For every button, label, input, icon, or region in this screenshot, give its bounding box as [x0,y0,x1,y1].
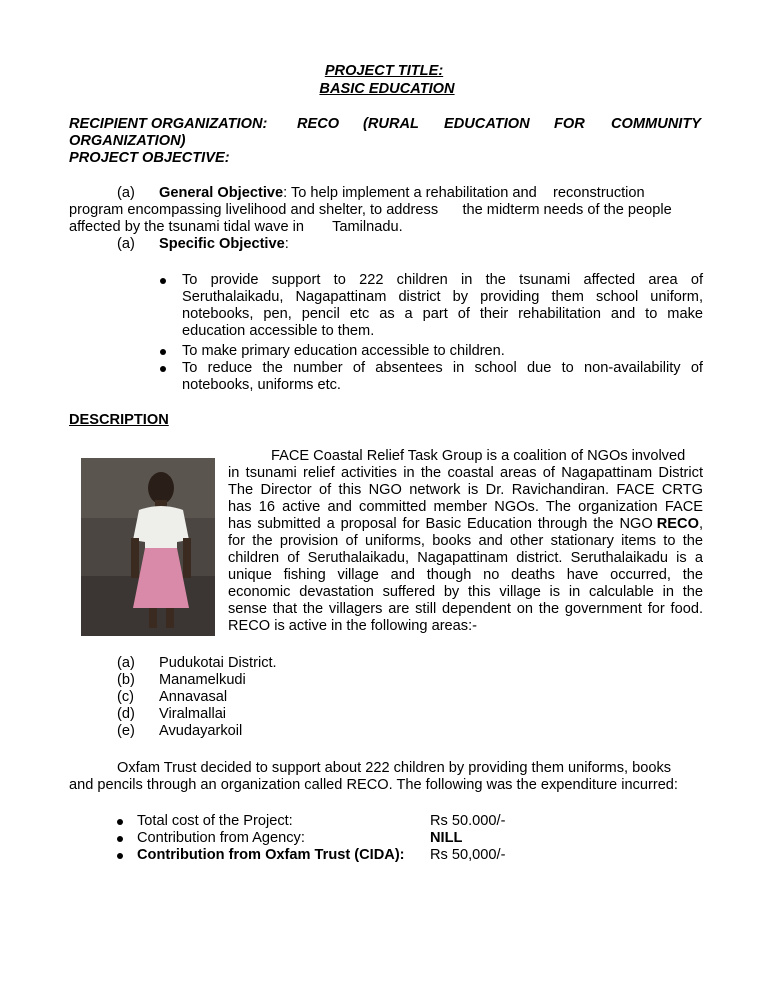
reco-bold: RECO [656,516,699,532]
description-line-2: in tsunami relief activities in the coastal areas of Nagapattinam District [228,465,703,481]
area-marker: (a) [117,655,135,671]
description-line-5 [228,516,703,533]
bullet-icon [160,349,166,355]
cost-label: Total cost of the Project: [137,813,293,829]
description-line-4: has 16 active and committed member NGOs. The organization FACE [228,499,703,515]
recipient-word-5: COMMUNITY [611,116,701,132]
child-photo [81,458,215,636]
area-name: Viralmallai [159,706,227,722]
recipient-word-3: EDUCATION [444,116,530,132]
area-marker: (b) [117,672,135,688]
area-name: Avudayarkoil [159,723,243,739]
objective-bullet-1-line-1: To provide support to 222 children in the tsunami affected area of [182,272,703,288]
description-line-5-text: has submitted a proposal for Basic Education through the NGO [228,516,657,532]
bullet-icon [160,366,166,372]
project-title-label: PROJECT TITLE: [324,63,444,79]
closing-line-1: Oxfam Trust decided to support about 222 children by providing them uniforms, books [117,760,672,776]
general-objective-text-1: : To help implement a rehabilitation and reconstruction [283,185,645,201]
recipient-label: RECIPIENT ORGANIZATION: [69,116,268,132]
reco-comma: , [698,516,703,532]
objective-bullet-1-line-3: notebooks, pen, pencil etc as a part of their rehabilitation and to make [182,306,703,322]
area-marker: (d) [117,706,135,722]
description-heading: DESCRIPTION [69,412,169,428]
area-marker: (e) [117,723,135,739]
bullet-icon [160,278,166,284]
general-objective-label: General Objective [159,185,284,201]
cost-label: Contribution from Oxfam Trust (CIDA): [137,847,405,863]
recipient-word-1: RECO [297,116,340,132]
cost-value: NILL [430,830,463,846]
description-line-8: unique fishing village and though no deaths have occurred, the [228,567,703,583]
specific-objective-label: Specific Objective [159,236,285,252]
cost-label: Contribution from Agency: [137,830,305,846]
bullet-icon [117,853,123,859]
recipient-word-4: FOR [554,116,585,132]
description-line-10: sense that the villagers are still dependent on the government for food. [228,601,703,617]
general-objective-text-2: program encompassing livelihood and shelter, to address the midterm needs of the people [69,202,672,218]
cost-value: Rs 50.000/- [430,813,506,829]
general-objective [159,185,645,202]
description-line-1: FACE Coastal Relief Task Group is a coalition of NGOs involved [271,448,686,464]
description-line-9: economic devastation suffered by this village is in calculable in the [228,584,703,600]
objective-bullet-3-line-2: notebooks, uniforms etc. [182,377,341,393]
bullet-icon [117,819,123,825]
recipient-word-2: (RURAL [363,116,419,132]
objective-bullet-2: To make primary education accessible to children. [182,343,505,359]
description-line-7: children of Seruthalaikadu, Nagapattinam district. Seruthalaikadu is a [228,550,703,566]
project-title: BASIC EDUCATION [319,81,455,97]
description-line-11: RECO is active in the following areas:- [228,618,478,634]
description-line-3: The Director of this NGO network is Dr. Ravichandiran. FACE CRTG [228,482,703,498]
closing-line-2: and pencils through an organization called RECO. The following was the expenditure incurred: [69,777,678,793]
description-line-6: for the provision of uniforms, books and other stationary items to the [228,533,703,549]
specific-objective [159,236,289,253]
general-objective-marker: (a) [117,185,135,201]
child-photo-illustration [81,458,215,636]
area-name: Annavasal [159,689,228,705]
bullet-icon [117,836,123,842]
area-name: Manamelkudi [159,672,246,688]
objective-bullet-3-line-1: To reduce the number of absentees in school due to non-availability of [182,360,703,376]
objective-bullet-1-line-2: Seruthalaikadu, Nagapattinam district by providing them school uniform, [182,289,703,305]
specific-objective-marker: (a) [117,236,135,252]
recipient-continuation: ORGANIZATION) [69,133,186,149]
cost-value: Rs 50,000/- [430,847,506,863]
specific-objective-colon: : [284,236,289,252]
general-objective-text-3: affected by the tsunami tidal wave in Tamilnadu. [69,219,403,235]
area-marker: (c) [117,689,135,705]
area-name: Pudukotai District. [159,655,277,671]
objective-bullet-1-line-4: education accessible to them. [182,323,375,339]
objective-heading: PROJECT OBJECTIVE: [69,150,230,166]
